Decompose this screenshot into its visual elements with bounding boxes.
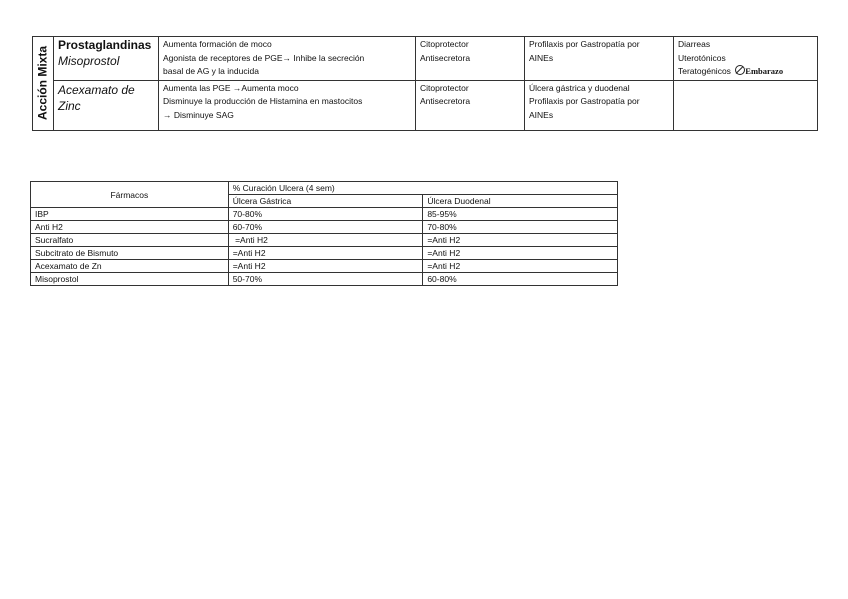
cell-duodenal: =Anti H2 xyxy=(423,234,618,247)
use-line: Profilaxis por Gastropatía por xyxy=(529,96,640,106)
use-cell xyxy=(525,80,674,130)
mechanism-line: Disminuye la producción de Histamina en mastocitos xyxy=(163,96,363,106)
side-label-cell xyxy=(33,37,54,131)
adverse-line: Uterotónicos xyxy=(678,52,726,63)
type-cell xyxy=(416,80,525,130)
cell-gastric: 50-70% xyxy=(228,273,423,286)
cell-drug: Sucralfato xyxy=(31,234,229,247)
use-line: AINEs xyxy=(529,109,554,120)
mechanism-line: → Disminuye SAG xyxy=(163,109,234,120)
prohibited-icon xyxy=(735,65,745,75)
type-line: Citoprotector xyxy=(420,39,469,49)
mechanism-line: Aumenta las PGE →Aumenta moco xyxy=(163,82,299,93)
drug-name: Acexamato de xyxy=(58,82,135,97)
drug-name: Zinc xyxy=(58,98,81,113)
drug-name-cell xyxy=(54,37,159,81)
table-row xyxy=(33,37,818,81)
mechanism-line: Aumenta formación de moco xyxy=(163,39,272,49)
use-line: Profilaxis por Gastropatía por xyxy=(529,39,640,49)
cell-gastric: =Anti H2 xyxy=(228,260,423,273)
adverse-line: Diarreas xyxy=(678,39,711,49)
cell-gastric: 60-70% xyxy=(228,221,423,234)
cell-drug: Acexamato de Zn xyxy=(31,260,229,273)
use-cell xyxy=(525,37,674,81)
table-row xyxy=(33,80,818,130)
type-cell xyxy=(416,37,525,81)
mechanism-line: basal de AG y la inducida xyxy=(163,66,259,76)
table-row xyxy=(31,221,618,234)
cell-duodenal: =Anti H2 xyxy=(423,260,618,273)
adverse-text-pregnancy: Embarazo xyxy=(745,66,784,76)
header-duodenal: Úlcera Duodenal xyxy=(423,195,618,208)
cell-duodenal: 70-80% xyxy=(423,221,618,234)
mechanism-line: Agonista de receptores de PGE→ Inhibe la secreción xyxy=(163,52,365,63)
table-row xyxy=(31,273,618,286)
adverse-text: Teratogénicos xyxy=(678,66,731,76)
cell-duodenal: 60-80% xyxy=(423,273,618,286)
use-line: AINEs xyxy=(529,52,554,63)
side-label: Acción Mixta xyxy=(35,46,50,121)
drug-name-cell xyxy=(54,80,159,130)
cell-drug: Misoprostol xyxy=(31,273,229,286)
cell-gastric: =Anti H2 xyxy=(228,247,423,260)
table-header-row xyxy=(31,182,618,195)
cure-table xyxy=(30,181,618,286)
type-line: Citoprotector xyxy=(420,82,469,93)
use-line: Úlcera gástrica y duodenal xyxy=(529,82,630,93)
drug-class-name: Prostaglandinas xyxy=(58,38,152,52)
table-row xyxy=(31,234,618,247)
adverse-cell xyxy=(674,37,818,81)
type-line: Antisecretora xyxy=(420,96,471,106)
table-row xyxy=(31,247,618,260)
cell-drug: Anti H2 xyxy=(31,221,229,234)
adverse-cell xyxy=(674,80,818,130)
cell-duodenal: =Anti H2 xyxy=(423,247,618,260)
cell-duodenal: 85-95% xyxy=(423,208,618,221)
mechanism-cell xyxy=(159,37,416,81)
mechanism-cell xyxy=(159,80,416,130)
cell-gastric: =Anti H2 xyxy=(228,234,423,247)
table-row xyxy=(31,260,618,273)
cell-drug: IBP xyxy=(31,208,229,221)
cell-gastric: 70-80% xyxy=(228,208,423,221)
header-drugs: Fármacos xyxy=(31,182,229,208)
header-gastric: Úlcera Gástrica xyxy=(228,195,423,208)
header-cure: % Curación Ulcera (4 sem) xyxy=(228,182,617,195)
cell-drug: Subcitrato de Bismuto xyxy=(31,247,229,260)
drug-table xyxy=(32,36,818,131)
table-row xyxy=(31,208,618,221)
type-line: Antisecretora xyxy=(420,52,471,63)
drug-name: Misoprostol xyxy=(58,54,120,68)
adverse-line-teratogenic xyxy=(678,65,813,79)
